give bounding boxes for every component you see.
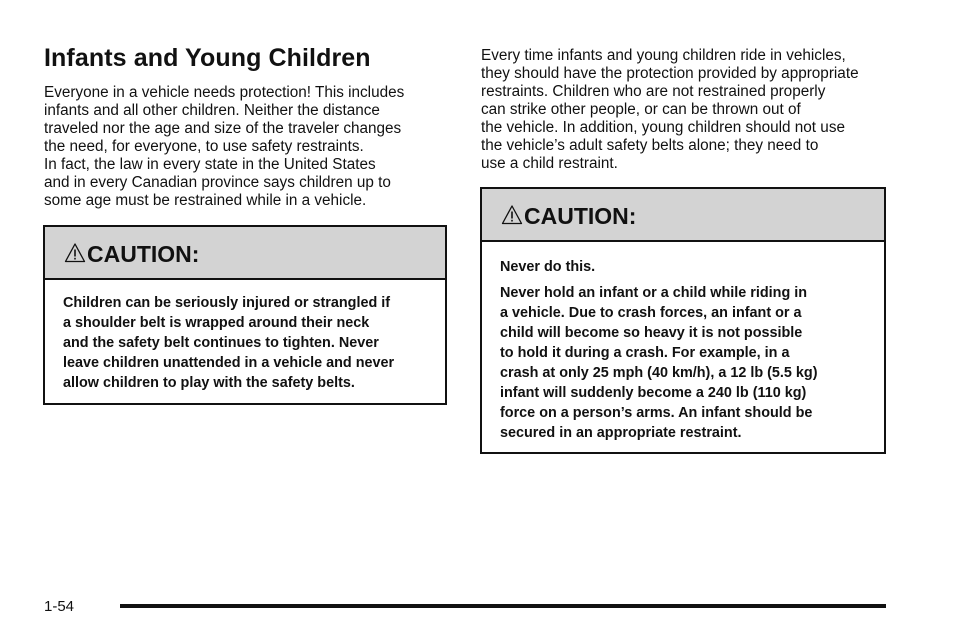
caution-line: Children can be seriously injured or strangled if xyxy=(63,295,391,311)
paragraph-line: the vehicle’s adult safety belts alone; they need to xyxy=(481,137,819,154)
caution-header xyxy=(45,227,445,280)
caution-line: allow children to play with the safety belts. xyxy=(63,375,355,391)
warning-triangle-icon xyxy=(64,242,86,264)
caution-line: to hold it during a crash. For example, in a xyxy=(500,345,790,361)
footer-rule xyxy=(120,604,886,608)
warning-triangle-icon xyxy=(501,204,523,226)
caution-text xyxy=(500,257,818,443)
caution-line: leave children unattended in a vehicle and never xyxy=(63,355,395,371)
caution-line: force on a person’s arms. An infant should be xyxy=(500,405,813,421)
caution-line: crash at only 25 mph (40 km/h), a 12 lb (5.5 kg) xyxy=(500,365,818,381)
paragraph-line: they should have the protection provided by appropriate xyxy=(481,65,859,82)
paragraph-line: infants and all other children. Neither the distance xyxy=(44,102,380,119)
caution-line: and the safety belt continues to tighten. Never xyxy=(63,335,379,351)
caution-heading: CAUTION: xyxy=(87,241,200,267)
paragraph-line: the vehicle. In addition, young children should not use xyxy=(481,119,845,136)
paragraph-line: use a child restraint. xyxy=(481,155,618,172)
paragraph-line: the need, for everyone, to use safety restraints. xyxy=(44,138,364,155)
caution-box-left xyxy=(43,225,447,405)
caution-header xyxy=(482,189,884,242)
section-title: Infants and Young Children xyxy=(44,44,371,72)
paragraph-line: can strike other people, or can be thrown out of xyxy=(481,101,801,118)
caution-intro: Never do this. xyxy=(500,259,596,275)
paragraph-line: and in every Canadian province says children up to xyxy=(44,174,391,191)
caution-line: a shoulder belt is wrapped around their neck xyxy=(63,315,370,331)
caution-line: infant will suddenly become a 240 lb (110 kg) xyxy=(500,385,807,401)
paragraph-line: Every time infants and young children ride in vehicles, xyxy=(481,47,846,64)
left-paragraph xyxy=(44,84,404,210)
paragraph-line: restraints. Children who are not restrained properly xyxy=(481,83,826,100)
paragraph-line: Everyone in a vehicle needs protection! This includes xyxy=(44,84,405,101)
page-number: 1-54 xyxy=(44,598,75,615)
caution-line: secured in an appropriate restraint. xyxy=(500,425,742,441)
caution-line: Never hold an infant or a child while riding in xyxy=(500,285,808,301)
paragraph-line: some age must be restrained while in a vehicle. xyxy=(44,192,367,209)
paragraph-line: traveled nor the age and size of the traveler changes xyxy=(44,120,402,137)
caution-heading: CAUTION: xyxy=(524,203,637,229)
caution-text xyxy=(63,293,394,393)
paragraph-line: In fact, the law in every state in the United States xyxy=(44,156,376,173)
caution-line: child will become so heavy it is not possible xyxy=(500,325,803,341)
caution-line: a vehicle. Due to crash forces, an infant or a xyxy=(500,305,802,321)
caution-box-right xyxy=(480,187,886,454)
right-paragraph xyxy=(481,47,859,173)
